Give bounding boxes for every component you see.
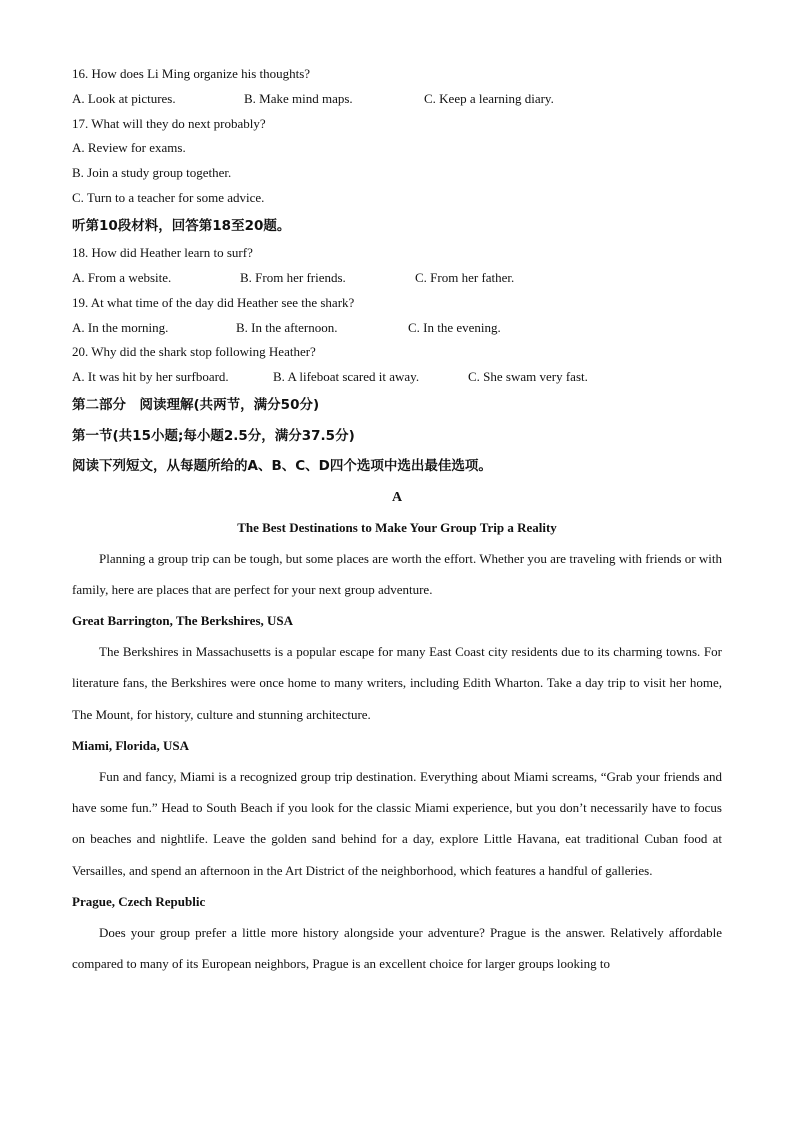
- question-19-option-a: A. In the morning.: [72, 319, 169, 335]
- passage-letter: A: [391, 489, 403, 505]
- material-10-heading: 听第10段材料，回答第18至20题。: [72, 217, 291, 234]
- question-20-stem: 20. Why did the shark stop following Heather?: [72, 344, 316, 360]
- destination-2-paragraph: Fun and fancy, Miami is a recognized group trip destination. Everything about Miami screams, “Grab your friends and have some fun.” Head to South Beach if you look for the classic Miami experience, but you don’t necessarily have to focus on beaches and nightlife. Leave the golden sand behind for a day, explore Little Havana, eat traditional Cuban food at Versailles, and spend an afternoon in the Art District of the neighborhood, which features a handful of galleries.: [72, 768, 722, 878]
- question-16-options: [72, 87, 722, 112]
- question-17-option-a: A. Review for exams.: [72, 140, 186, 156]
- question-20-option-b: B. A lifeboat scared it away.: [273, 369, 420, 385]
- question-18-option-a: A. From a website.: [72, 270, 172, 286]
- question-16-option-c: C. Keep a learning diary.: [424, 90, 554, 106]
- question-20-options: [72, 365, 722, 390]
- question-17-option-b: B. Join a study group together.: [72, 165, 232, 181]
- destination-3-paragraph: Does your group prefer a little more history alongside your adventure? Prague is the answer. Relatively affordable compared to many of its European neighbors, Prague is an excellent choice for larger groups looking to: [72, 925, 722, 972]
- question-18-stem: 18. How did Heather learn to surf?: [72, 245, 253, 261]
- question-16-option-a: A. Look at pictures.: [72, 90, 176, 106]
- question-20-option-a: A. It was hit by her surfboard.: [72, 369, 229, 385]
- question-18-option-b: B. From her friends.: [240, 270, 346, 286]
- exam-page: [72, 62, 722, 979]
- destination-1-paragraph: The Berkshires in Massachusetts is a popular escape for many East Coast city residents due to its charming towns. For literature fans, the Berkshires were once home to many writers, including Edith Wharton. Take a day trip to visit her home, The Mount, for history, culture and stunning architecture.: [72, 644, 722, 722]
- question-18-option-c: C. From her father.: [415, 270, 515, 286]
- destination-2-heading: Miami, Florida, USA: [72, 737, 189, 753]
- passage-intro-paragraph: Planning a group trip can be tough, but some places are worth the effort. Whether you are traveling with friends or with family, here are places that are perfect for your next group adventure.: [72, 550, 722, 597]
- question-19-option-b: B. In the afternoon.: [236, 319, 338, 335]
- question-19-stem: 19. At what time of the day did Heather see the shark?: [72, 294, 355, 310]
- question-19-options: [72, 316, 722, 341]
- question-20-option-c: C. She swam very fast.: [468, 369, 588, 385]
- question-17-option-c: C. Turn to a teacher for some advice.: [72, 189, 265, 205]
- passage-title: The Best Destinations to Make Your Group Trip a Reality: [237, 519, 557, 535]
- destination-3-heading: Prague, Czech Republic: [72, 893, 206, 909]
- question-18-options: [72, 266, 722, 291]
- question-17-stem: 17. What will they do next probably?: [72, 115, 266, 131]
- question-16-option-b: B. Make mind maps.: [244, 90, 353, 106]
- reading-instruction: 阅读下列短文，从每题所给的A、B、C、D四个选项中选出最佳选项。: [72, 458, 492, 475]
- question-16-stem: 16. How does Li Ming organize his thoughts?: [72, 66, 311, 81]
- part-2-heading: 第二部分 阅读理解(共两节，满分50分): [72, 397, 320, 414]
- destination-1-heading: Great Barrington, The Berkshires, USA: [72, 612, 294, 628]
- question-19-option-c: C. In the evening.: [408, 319, 501, 335]
- section-1-heading: 第一节(共15小题;每小题2.5分，满分37.5分): [72, 427, 355, 444]
